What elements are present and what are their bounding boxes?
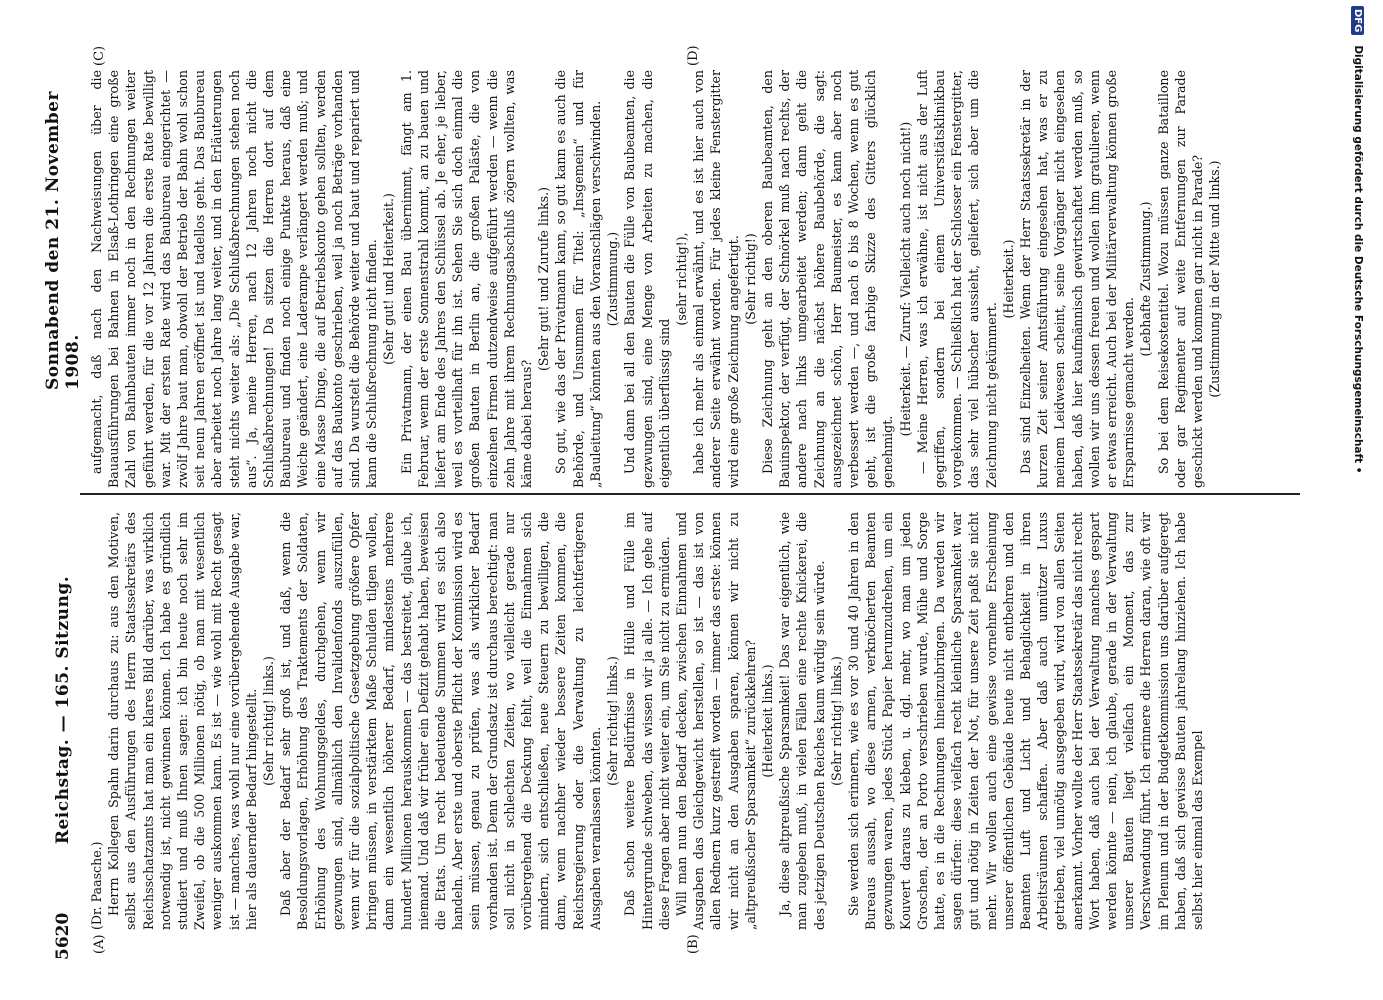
paragraph: Das sind Einzelheiten. Wenn der Herr Staatssekretär in der kurzen Zeit seiner Amtsführung eingesehen hat, was er zu meinem Leidwesen scheint, seine Vorgänger nicht eingesehen haben, daß hier kaufmännisch gewirtschaftet werden muß, so wollen wir uns dessen freuen und wollen ihm gratulieren, wenn er etwas erreicht. Auch bei der Militärverwaltung können große Ersparnisse gemacht werden.: [1017, 70, 1137, 488]
right-column: [88, 70, 1288, 488]
interjection: (Heiterkeit. — Zuruf: Vielleicht auch noch nicht!): [897, 121, 913, 437]
interjection: (Sehr richtig! links.): [828, 656, 844, 786]
paragraph: Diese Zeichnung geht an den oberen Baubeamten, den Bauinspektor, der verfügt, der Schnörkel muß nach rechts, der andere nach links umgearbeitet werden; dann geht die Zeichnung an die nächst höhere Baubehörde, die sagt: ausgezeichnet schön, Herr Baumeister, es kann aber noch verbessert werden —, und nach 6 bis 8 Wochen, wenn es gut geht, ist die große farbige Skizze des Gitters glücklich genehmigt.: [759, 70, 896, 488]
left-column: [88, 512, 1288, 930]
paragraph: — Meine Herren, was ich erwähne, ist nicht aus der Luft gegriffen, sondern bei einem Universitätsklinikbau vorgekommen. — Schließlich hat der Schlosser ein Fenstergitter, das sehr viel hübscher aussieht, geliefert, sich aber um die Zeichnung nicht gekümmert.: [914, 70, 999, 488]
interjection: (Lebhafte Zustimmung.): [1138, 201, 1154, 357]
interjection: (Sehr richtig! links.): [605, 656, 621, 786]
paragraph: Sie werden sich erinnern, wie es vor 30 und 40 Jahren in den Bureaus aussah, wo diese armen, verknöcherten Beamten gezwungen waren, jedes Stück Papier herumzudrehen, um ein Kouvert daraus zu kleben, u. dgl. mehr, wo man um jeden Groschen, der an Porto verschrieben wurde, Mühe und Sorge hatte, es in die Rechnungen hineinzubringen. Da werden wir sagen dürfen: diese vielfach recht kleinliche Sparsamkeit war gut und nötig in Zeiten der Not, für unsere Zeit paßt sie nicht mehr. Wir wollen auch eine gewisse vornehme Erscheinung unserer öffentlichen Gebäude heute nicht entbehren und den Beamten Luft und Licht und Behaglichkeit in ihren Arbeitsräumen schaffen. Aber daß auch unnützer Luxus getrieben, viel unnötig ausgegeben wird, wird von allen Seiten anerkannt. Vorher wollte der Herr Staatssekretär das nicht recht Wort haben, daß auch bei der Verwaltung manches gespart werden könnte — nein, ich glaube, gerade in der Verwaltung unserer Bauten liegt vielfach ein Moment, das zur Verschwendung führt. Ich erinnere die Herren daran, wie oft wir im Plenum und in der Budgetkommission uns darüber aufgeregt haben, daß sich gewisse Bauten jahrelang hinziehen. Ich habe selbst hier einmal das Exempel: [845, 512, 1205, 930]
digitization-note: [1343, 6, 1373, 996]
session-title: Reichstag. — 165. Sitzung.: [53, 575, 73, 845]
interjection: (Sehr richtig! links.): [261, 656, 277, 786]
page-header: [43, 30, 83, 960]
session-date: Sonnabend den 21. November 1908.: [43, 91, 83, 390]
interjection: (Heiterkeit.): [1000, 239, 1016, 319]
interjection: (Zustimmung.): [605, 231, 621, 327]
page-number: 5620: [53, 912, 73, 960]
margin-marker-b: (B): [686, 934, 701, 954]
column-divider: [80, 494, 1300, 496]
margin-marker-a: (A): [92, 934, 107, 954]
paragraph: Daß aber der Bedarf sehr groß ist, und daß, wenn die Besoldungsvorlagen, Erhöhung des Traktements der Soldaten, Erhöhung des Wohnungsgeldes, durchgehen, wenn wir gezwungen sind, allmählich den Invalidenfonds auszufüllen, wenn wir für die sozialpolitische Gesetzgebung größere Opfer bringen müssen, in verstärktem Maße Schulden tilgen wollen, dann ein wesentlich höherer Bedarf, mindestens mehrere hundert Millionen herauskommen — das bestreitet, glaube ich, niemand. Und daß wir früher ein Defizit gehabt haben, beweisen die Etats. Um recht bedeutende Summen wird es sich also handeln. Aber erste und oberste Pflicht der Kommission wird es sein müssen, genau zu prüfen, was als wirklicher Bedarf vorhanden ist. Denn der Grundsatz ist durchaus berechtigt: man soll nicht in schlechten Zeiten, wo vielleicht gerade nur vorübergehend die Deckung fehlt, weil die Einnahmen sich mindern, sich entschließen, neue Steuern zu bewilligen, die dann, wenn nachher wieder bessere Zeiten kommen, die Reichsregierung oder die Verwaltung zu leichtfertigeren Ausgaben veranlassen könnten.: [278, 512, 603, 930]
paragraph: Will man nun den Bedarf decken, zwischen Einnahmen und Ausgaben das Gleichgewicht herstellen, so ist — das ist von allen Rednern kurz gestreift worden — immer das erste: können wir nicht an den Ausgaben sparen, können wir nicht zu „altpreußischer Sparsamkeit“ zurückkehren?: [673, 512, 758, 930]
paragraph: Herrn Kollegen Spahn darin durchaus zu: aus den Motiven, selbst aus den Ausführungen des Herrn Staatssekretärs des Reichsschatzamts hat man ein klares Bild darüber, was wirklich notwendig ist, nicht gewinnen können. Ich habe es gründlich studiert und muß Ihnen sagen: ich bin heute noch sehr im Zweifel, ob die 500 Millionen nötig, ob man mit wesentlich weniger auskommen kann. Es ist — wie wohl mit Recht gesagt ist — manches, was wohl nur eine vorübergehende Ausgabe war, hier als dauernder Bedarf hingestellt.: [106, 512, 259, 930]
dfg-logo: DFG: [1352, 6, 1365, 35]
paragraph: Ein Privatmann, der einen Bau übernimmt, fängt am 1. Februar, wenn der erste Sonnenstrahl kommt, an zu bauen und liefert am Ende des Jahres den Schlüssel ab. Je eher, je lieber, weil es vorteilhaft für ihn ist. Sehen Sie sich doch einmal die großen Bauten in Berlin an, die großen Paläste, die von einzelnen Firmen dutzendweise aufgeführt werden — wenn die zehn Jahre mit ihrem Rechnungsabschluß zögern wollten, was käme dabei heraus?: [398, 70, 535, 488]
paragraph: So gut, wie das der Privatmann kann, so gut kann es auch die Behörde, und Unsummen für Titel: „Insgemein“ und für „Bauleitung“ könnten aus den Voranschlägen verschwinden.: [553, 70, 603, 488]
paragraph: habe ich mehr als einmal erwähnt, und es ist hier auch von anderer Seite erwähnt worden. Für jedes kleine Fenstergitter wird eine große Zeichnung angefertigt.: [691, 70, 741, 488]
paragraph: Ja, diese altpreußische Sparsamkeit! Das war eigentlich, wie man zugeben muß, in vielen Fällen eine rechte Knickerei, die des jetzigen Deutschen Reiches kaum würdig sein würde.: [777, 512, 827, 930]
interjection: (Heiterkeit links.): [759, 664, 775, 778]
margin-marker-d: (D): [686, 45, 701, 66]
interjection: (sehr richtig!),: [673, 232, 689, 326]
paragraph: So bei dem Reisekostentitel. Wozu müssen ganze Bataillone oder gar Regimenter auf weite Entfernungen zur Parade geschickt werden und kommen gar nicht in Parade?: [1155, 70, 1205, 488]
interjection: (Sehr gut! und Heiterkeit.): [381, 193, 397, 365]
interjection: (Zustimmung in der Mitte und links.): [1207, 160, 1223, 398]
paragraph: aufgemacht, daß nach den Nachweisungen über die Bauausführungen bei Bahnen in Elsaß-Lothringen eine große Zahl von Bahnbauten immer noch in den Rechnungen weiter geführt werden, für die vor 12 Jahren die erste Rate bewilligt war. Mit der ersten Rate wird das Baubureau eingerichtet — zwölf Jahre baut man, obwohl der Betrieb der Bahn wohl schon seit neun Jahren eröffnet ist und tadellos geht. Das Baubureau aber arbeitet noch Jahre lang weiter, und in den Erläuterungen steht nichts weiter als: „Die Schlußabrechnungen stehen noch aus“. Ja, meine Herren, nach 12 Jahren noch nicht die Schlußabrechnungen! Da sitzen die Herren dort auf dem Baubureau und finden noch einige Punkte heraus, daß eine Weiche geändert, eine Laderampe verlängert werden muß; und eine Masse Dinge, die auf Betriebskonto gehen sollten, werden auf das Baukonto geschrieben, weil ja noch Beträge vorhanden sind. Da wurstelt die Behörde weiter und baut und repariert und kann die Schlußrechnung nicht finden.: [89, 70, 380, 488]
interjection: (Sehr gut! und Zurufe links.): [536, 187, 552, 371]
paragraph: Und dann bei all den Bauten die Fülle von Baubeamten, die gezwungen sind, eine Menge von Arbeiten zu machen, die eigentlich überflüssig sind: [622, 70, 672, 488]
paragraph: Daß schon weitere Bedürfnisse in Hülle und Fülle im Hintergrunde schweben, das wissen wir ja alle. — Ich gehe auf diese Fragen aber nicht weiter ein, um Sie nicht zu ermüden.: [622, 512, 672, 930]
interjection: (Sehr richtig!): [742, 233, 758, 325]
digitization-text: Digitalisierung gefördert durch die Deutsche Forschungsgemeinschaft •: [1352, 45, 1364, 474]
speaker-header: (Dr. Paasche.): [89, 841, 104, 930]
margin-marker-c: (C): [92, 45, 107, 66]
